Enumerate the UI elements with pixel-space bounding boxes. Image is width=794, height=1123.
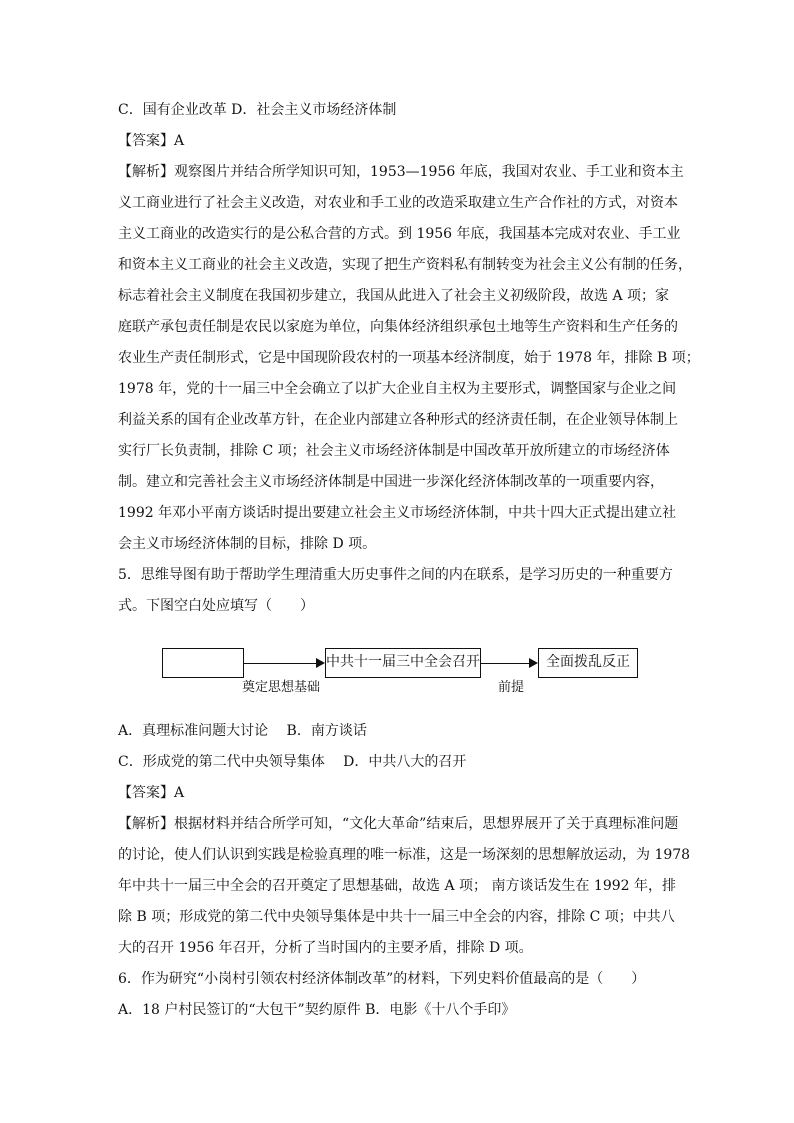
option-line: C．形成党的第二代中央领导集体 D．中共八大的召开 [118, 754, 467, 770]
box-third-plenum: 中共十一届三中全会召开 [325, 648, 481, 678]
arrow-1-head [316, 658, 325, 668]
text-line: 义工商业进行了社会主义改造，对农业和手工业的改造采取建立生产合作社的方式，对资本 [118, 195, 678, 211]
answer-line: 【答案】A [118, 133, 185, 149]
option-line: A．真理标准问题大讨论 B．南方谈话 [118, 723, 367, 739]
answer-line: 【答案】A [118, 785, 185, 801]
question-5-line: 5．思维导图有助于帮助学生理清重大历史事件之间的内在联系，是学习历史的一种重要方 [118, 567, 673, 583]
text-line: 主义工商业的改造实行的是公私合营的方式。到 1956 年底，我国基本完成对农业、手工业 [118, 226, 681, 242]
blank-box [162, 648, 244, 678]
arrow-2-label: 前提 [498, 680, 525, 695]
text-line: 【解析】根据材料并结合所学可知，“文化大革命”结束后，思想界展开了关于真理标准问题 [118, 816, 679, 832]
text-line: C．国有企业改革 D．社会主义市场经济体制 [118, 102, 397, 118]
text-line: 制。建立和完善社会主义市场经济体制是中国进一步深化经济体制改革的一项重要内容， [118, 474, 664, 490]
arrow-2-head [529, 658, 538, 668]
text-line: 庭联产承包责任制是农民以家庭为单位，向集体经济组织承包土地等生产资料和生产任务的 [118, 319, 678, 335]
box-comprehensive-restoration: 全面拨乱反正 [538, 648, 638, 678]
arrow-2-line [481, 663, 529, 664]
text-line: 年中共十一届三中全会的召开奠定了思想基础，故选 A 项； 南方谈话发生在 1992 年，排 [118, 878, 676, 894]
text-line: 会主义市场经济体制的目标，排除 D 项。 [118, 536, 377, 552]
text-line: 实行厂长负责制，排除 C 项；社会主义市场经济体制是中国改革开放所建立的市场经济体 [118, 443, 670, 459]
arrow-1-label: 奠定思想基础 [242, 680, 321, 695]
mind-map-diagram [118, 628, 678, 710]
text-block-top [118, 95, 700, 622]
text-line: 1992 年邓小平南方谈话时提出要建立社会主义市场经济体制，中共十四大正式提出建立社 [118, 505, 677, 521]
question-6-line: 6．作为研究“小岗村引领农村经济体制改革”的材料，下列史料价值最高的是（ ） [118, 971, 646, 987]
text-line: 【解析】观察图片并结合所学知识可知，1953—1956 年底，我国对农业、手工业和资本主 [118, 164, 684, 180]
option-line: A．18 户村民签订的“大包干”契约原件 B．电影《十八个手印》 [118, 1002, 516, 1018]
arrow-1-line [244, 663, 316, 664]
text-block-bottom [118, 716, 691, 1026]
text-line: 标志着社会主义制度在我国初步建立，我国从此进入了社会主义初级阶段，故选 A 项；家 [118, 288, 670, 304]
text-line: 1978 年，党的十一届三中全会确立了以扩大企业自主权为主要形式，调整国家与企业之间 [118, 381, 677, 397]
text-line: 农业生产责任制形式，它是中国现阶段农村的一项基本经济制度，始于 1978 年，排除 B 项； [118, 350, 700, 366]
text-line: 和资本主义工商业的社会主义改造，实现了把生产资料私有制转变为社会主义公有制的任务， [118, 257, 692, 273]
document-page [118, 95, 700, 1026]
text-line: 利益关系的国有企业改革方针，在企业内部建立各种形式的经济责任制，在企业领导体制上 [118, 412, 678, 428]
text-line: 除 B 项；形成党的第二代中央领导集体是中共十一届三中全会的内容，排除 C 项；中共八 [118, 909, 675, 925]
question-5-line: 式。下图空白处应填写（ ） [118, 598, 314, 614]
text-line: 的讨论，使人们认识到实践是检验真理的唯一标准，这是一场深刻的思想解放运动，为 1978 [118, 847, 691, 863]
text-line: 大的召开 1956 年召开，分析了当时国内的主要矛盾，排除 D 项。 [118, 940, 533, 956]
